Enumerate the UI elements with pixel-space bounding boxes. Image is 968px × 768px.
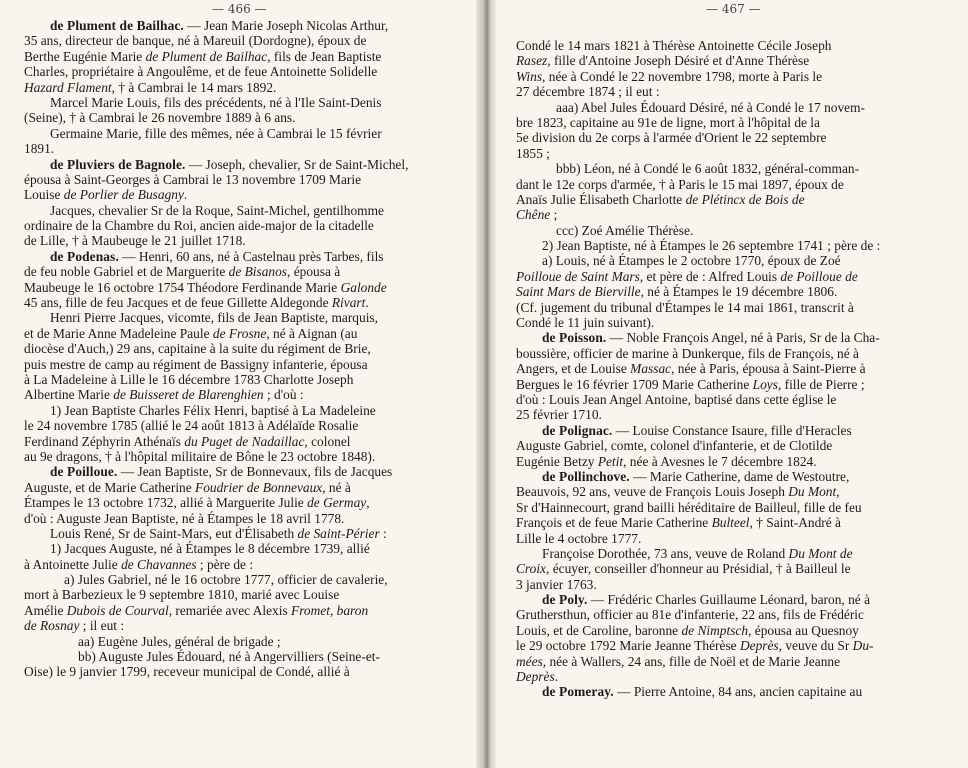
text-run: , née à Condé le 22 novembre 1798, morte à Paris le <box>542 68 823 84</box>
italic-name: de Nimptsch <box>681 622 749 638</box>
book-gutter <box>476 0 496 768</box>
text-line <box>516 515 952 530</box>
text-line <box>24 95 464 110</box>
left-page <box>0 0 476 768</box>
italic-name: Dubois de Courval <box>66 602 169 618</box>
text-run: . <box>183 187 188 203</box>
italic-name: Petit <box>597 453 624 469</box>
italic-name: de Plument de Bailhac <box>145 48 268 64</box>
text-line <box>24 157 464 172</box>
text-run: ; il eut : <box>79 618 125 634</box>
text-line <box>24 634 464 649</box>
italic-name: Hazard Flament <box>24 79 112 95</box>
text-run: Anaïs Julie Élisabeth Charlotte <box>516 191 686 207</box>
text-line <box>516 607 952 622</box>
text-run: bbb) Léon, né à Condé le 6 août 1832, général-comman- <box>556 161 860 177</box>
text-line <box>24 603 464 618</box>
text-line <box>24 233 464 248</box>
text-line <box>24 418 464 433</box>
text-line <box>24 126 464 141</box>
text-run: ; <box>550 207 558 223</box>
text-run: 1891. <box>24 141 55 157</box>
text-run: ccc) Zoé Amélie Thérèse. <box>556 222 694 238</box>
text-line <box>24 464 464 479</box>
text-line <box>24 587 464 602</box>
text-run: , née à Paris, épousa à Saint-Pierre à <box>671 361 866 377</box>
text-line <box>24 541 464 556</box>
text-line <box>516 238 952 253</box>
text-line <box>24 326 464 341</box>
text-run: le 24 novembre 1785 (allié le 24 août 1813 à Adélaïde Rosalie <box>24 418 359 434</box>
text-run: bre 1823, capitaine au 91e de ligne, mort à l'hôpital de la <box>516 114 820 130</box>
italic-name: Bulteel <box>711 515 750 531</box>
text-line <box>24 187 464 202</box>
text-line <box>516 161 952 176</box>
text-run: , <box>836 484 840 500</box>
text-line <box>516 330 952 345</box>
text-line <box>516 69 952 84</box>
text-run: Amélie <box>24 602 67 618</box>
text-run: 25 février 1710. <box>516 407 602 423</box>
text-run: à Antoinette Julie <box>24 556 122 572</box>
text-line <box>516 269 952 284</box>
text-run: — Louise Constance Isaure, fille d'Heracles <box>612 422 852 438</box>
text-line <box>516 346 952 361</box>
text-run: Berthe Eugénie Marie <box>24 48 146 64</box>
text-run: , veuve du Sr <box>778 638 853 654</box>
text-run: — Jean Marie Joseph Nicolas Arthur, <box>183 18 389 33</box>
text-line <box>516 684 952 699</box>
text-run: : <box>379 525 387 541</box>
text-run: , fille d'Antoine Joseph Désiré et d'Anne Thérèse <box>547 53 810 69</box>
text-run: 45 ans, fille de feu Jacques et de feue Gillette Aldegonde <box>24 295 332 311</box>
text-run: , née à Avesnes le 7 décembre 1824. <box>623 453 817 469</box>
text-line <box>24 372 464 387</box>
italic-name: de Rosnay <box>24 618 80 634</box>
text-run: , né à <box>322 479 351 495</box>
text-run: (Cf. jugement du tribunal d'Étampes le 14 mai 1861, transcrit à <box>516 299 854 315</box>
text-run: Auguste Gabriel, comte, colonel d'infanterie, et de Clotilde <box>516 438 833 454</box>
entry-heading: de Poilloue. <box>50 464 118 480</box>
text-line <box>24 203 464 218</box>
right-page-text <box>516 38 952 700</box>
italic-name: de Saint-Périer <box>297 525 380 541</box>
text-run: Françoise Dorothée, 73 ans, veuve de Roland <box>542 545 789 561</box>
italic-name: Chêne <box>516 207 551 223</box>
text-run: , remariée avec Alexis <box>168 602 292 618</box>
text-run: de Lille, † à Maubeuge le 21 juillet 1718. <box>24 233 246 249</box>
text-line <box>24 649 464 664</box>
text-run: dant le 12e corps d'armée, † à Paris le 15 mai 1897, époux de <box>516 176 844 192</box>
text-line <box>516 484 952 499</box>
text-run: 2) Jean Baptiste, né à Étampes le 26 septembre 1741 ; père de : <box>542 238 881 254</box>
text-run: a) Jules Gabriel, né le 16 octobre 1777, officier de cavalerie, <box>64 572 388 588</box>
text-line <box>24 33 464 48</box>
text-line <box>24 280 464 295</box>
text-run: Beauvois, 92 ans, veuve de François Louis Joseph <box>516 484 789 500</box>
text-line <box>24 110 464 125</box>
text-run: — Joseph, chevalier, Sr de Saint-Michel, <box>185 156 409 172</box>
text-run: 27 décembre 1874 ; il eut : <box>516 84 660 100</box>
text-run: d'où : Louis Jean Angel Antoine, baptisé dans cette église le <box>516 391 837 407</box>
text-line <box>24 218 464 233</box>
text-line <box>24 480 464 495</box>
entry-heading: de Pluviers de Bagnole. <box>50 156 186 172</box>
text-line <box>24 264 464 279</box>
text-run: . <box>365 295 369 311</box>
italic-name: Du Mont <box>788 484 837 500</box>
italic-name: Wins <box>516 68 543 84</box>
text-run: , colonel <box>304 433 351 449</box>
italic-name: de Buisseret de Blarenghien <box>113 387 264 403</box>
text-line <box>516 100 952 115</box>
text-line <box>516 623 952 638</box>
text-run: mort à Barbezieux le 9 septembre 1810, marié avec Louise <box>24 587 340 603</box>
italic-name: mées <box>516 653 543 669</box>
italic-name: Du- <box>852 638 874 654</box>
text-line <box>24 403 464 418</box>
text-line <box>516 423 952 438</box>
text-run: épousa à Saint-Georges à Cambrai le 13 novembre 1709 Marie <box>24 171 362 187</box>
text-run: à La Madeleine à Lille le 16 décembre 1783 Charlotte Joseph <box>24 371 354 387</box>
italic-name: Deprès <box>516 669 555 685</box>
italic-name: du Puget de Nadaillac <box>184 433 305 449</box>
text-line <box>516 469 952 484</box>
text-line <box>24 341 464 356</box>
text-run: 1855 ; <box>516 145 550 161</box>
text-run: a) Louis, né à Étampes le 2 octobre 1770, époux de Zoé <box>542 253 841 269</box>
text-run: Sr d'Hainnecourt, grand bailli héréditaire de Bailleul, fille de feu <box>516 499 862 515</box>
text-line <box>516 500 952 515</box>
text-run: 1) Jean Baptiste Charles Félix Henri, baptisé à La Madeleine <box>50 402 376 418</box>
text-line <box>24 526 464 541</box>
text-run: Oise) le 9 janvier 1799, receveur municipal de Condé, allié à <box>24 664 350 680</box>
text-line <box>516 284 952 299</box>
italic-name: de Poilloue de <box>780 268 858 284</box>
text-line <box>516 84 952 99</box>
text-line <box>516 546 952 561</box>
text-line <box>516 454 952 469</box>
text-run: Auguste, et de Marie Catherine <box>24 479 196 495</box>
right-page <box>496 0 968 768</box>
entry-heading: de Podenas. <box>50 248 119 264</box>
left-page-text <box>24 18 464 680</box>
text-run: Bergues le 16 février 1709 Marie Catherine <box>516 376 753 392</box>
text-line <box>516 207 952 222</box>
text-run: Albertine Marie <box>24 387 114 403</box>
text-run: — Henri, 60 ans, né à Castelnau près Tarbes, fils <box>118 248 384 264</box>
text-line <box>516 130 952 145</box>
text-run: boussière, officier de marine à Dunkerque, fils de François, né à <box>516 345 859 361</box>
text-line <box>24 434 464 449</box>
text-run: ; d'où : <box>263 387 304 403</box>
text-run: puis mestre de camp au régiment de Bassigny infanterie, épousa <box>24 356 368 372</box>
text-run: d'où : Auguste Jean Baptiste, né à Étampes le 18 avril 1778. <box>24 510 345 526</box>
text-line <box>24 141 464 156</box>
text-run: , né à Étampes le 19 décembre 1806. <box>640 284 838 300</box>
text-line <box>516 531 952 546</box>
text-line <box>24 557 464 572</box>
entry-heading: de Polignac. <box>542 422 613 438</box>
text-run: diocèse d'Auch,) 29 ans, capitaine à la suite du régiment de Brie, <box>24 341 371 357</box>
text-line <box>516 407 952 422</box>
text-line <box>24 572 464 587</box>
text-run: — Marie Catherine, dame de Westoutre, <box>629 468 850 484</box>
text-run: au 9e dragons, † à l'hôpital militaire de Bône le 23 octobre 1848). <box>24 448 376 464</box>
text-line <box>24 310 464 325</box>
text-run: , fille de Pierre ; <box>777 376 865 392</box>
text-line <box>516 253 952 268</box>
text-run: Étampes le 13 octobre 1732, allié à Marguerite Julie <box>24 495 308 511</box>
text-line <box>24 495 464 510</box>
text-run: , † Saint-André à <box>749 515 841 531</box>
text-line <box>516 146 952 161</box>
text-run: Lille le 4 octobre 1777. <box>516 530 642 546</box>
entry-heading: de Pollinchove. <box>542 468 630 484</box>
text-run: Condé le 14 mars 1821 à Thérèse Antoinette Cécile Joseph <box>516 38 832 53</box>
text-line <box>516 361 952 376</box>
left-page-number: — 466 — <box>212 2 267 16</box>
text-run: Louis René, Sr de Saint-Mars, eut d'Élisabeth <box>50 525 298 541</box>
text-line <box>516 392 952 407</box>
italic-name: Massac <box>630 361 672 377</box>
text-run: Gruthersthun, officier au 81e d'infanterie, 22 ans, fils de Frédéric <box>516 607 864 623</box>
text-line <box>516 315 952 330</box>
italic-name: de Plétincx de Bois de <box>685 191 805 207</box>
text-run: Jacques, chevalier Sr de la Roque, Saint-Michel, gentilhomme <box>50 202 384 218</box>
text-line <box>24 64 464 79</box>
text-run: Eugénie Betzy <box>516 453 598 469</box>
italic-name: Du Mont de <box>788 545 853 561</box>
text-run: 5e division du 2e corps à l'armée d'Orient le 22 septembre <box>516 130 827 146</box>
text-run: et de Marie Anne Madeleine Paule <box>24 325 213 341</box>
text-run: , <box>366 495 370 511</box>
text-line <box>24 387 464 402</box>
text-line <box>516 300 952 315</box>
italic-name: Rivart <box>331 295 366 311</box>
text-line <box>516 223 952 238</box>
text-run: — Noble François Angel, né à Paris, Sr de la Cha- <box>606 330 880 346</box>
italic-name: Croix <box>516 561 547 577</box>
text-run: , et père de : Alfred Louis <box>639 268 781 284</box>
entry-heading: de Poly. <box>542 592 588 608</box>
text-run: (Seine), † à Cambrai le 26 novembre 1889 à 6 ans. <box>24 110 296 126</box>
text-line <box>516 192 952 207</box>
text-line <box>24 80 464 95</box>
text-line <box>516 592 952 607</box>
text-run: ; père de : <box>196 556 254 572</box>
text-run: 35 ans, directeur de banque, né à Mareuil (Dordogne), époux de <box>24 33 367 49</box>
text-run: aa) Eugène Jules, général de brigade ; <box>78 633 281 649</box>
text-line <box>516 577 952 592</box>
italic-name: baron <box>336 602 369 618</box>
italic-name: Deprès <box>739 638 779 654</box>
right-page-number: — 467 — <box>706 2 761 16</box>
text-line <box>516 638 952 653</box>
entry-heading: de Poisson. <box>542 330 607 346</box>
text-run: Marcel Marie Louis, fils des précédents, né à l'Ile Saint-Denis <box>50 94 382 110</box>
text-line <box>24 18 464 33</box>
italic-name: de Porlier de Busagny <box>63 187 184 203</box>
text-line <box>516 654 952 669</box>
entry-heading: de Plument de Bailhac. <box>50 18 184 33</box>
text-run: 3 janvier 1763. <box>516 576 597 592</box>
text-run: de feu noble Gabriel et de Marguerite <box>24 264 229 280</box>
text-line <box>24 511 464 526</box>
text-run: le 29 octobre 1792 Marie Jeanne Thérèse <box>516 638 740 654</box>
text-run: , † à Cambrai le 14 mars 1892. <box>111 79 277 95</box>
text-line <box>24 664 464 679</box>
text-line <box>24 357 464 372</box>
text-line <box>516 669 952 684</box>
text-run: — Jean Baptiste, Sr de Bonnevaux, fils de Jacques <box>117 464 393 480</box>
text-run: — Pierre Antoine, 84 ans, ancien capitaine au <box>613 684 863 700</box>
text-run: Charles, propriétaire à Angoulême, et de feue Antoinette Solidelle <box>24 64 378 80</box>
text-run: — Frédéric Charles Guillaume Léonard, baron, né à <box>587 592 871 608</box>
text-run: Ferdinand Zéphyrin Athénaïs <box>24 433 185 449</box>
text-run: Germaine Marie, fille des mêmes, née à Cambrai le 15 février <box>50 125 382 141</box>
italic-name: Poilloue de Saint Mars <box>516 268 640 284</box>
italic-name: de Frosne <box>212 325 267 341</box>
text-line <box>516 115 952 130</box>
text-run: , épousa au Quesnoy <box>748 622 859 638</box>
italic-name: Saint Mars de Bierville <box>516 284 641 300</box>
text-run: François et de feue Marie Catherine <box>516 515 712 531</box>
text-line <box>24 449 464 464</box>
italic-name: de Chavannes <box>121 556 197 572</box>
text-run: Louise <box>24 187 64 203</box>
text-run: , née à Wallers, 24 ans, fille de Noël et de Marie Jeanne <box>542 653 841 669</box>
text-line <box>516 561 952 576</box>
text-line <box>24 295 464 310</box>
text-run: . <box>554 669 559 685</box>
text-run: bb) Auguste Jules Édouard, né à Angervilliers (Seine-et- <box>78 649 380 665</box>
text-line <box>24 49 464 64</box>
text-run: Louis, et de Caroline, baronne <box>516 622 682 638</box>
text-run: , <box>329 602 337 618</box>
italic-name: Fromet <box>291 602 330 618</box>
text-run: Angers, et de Louise <box>516 361 631 377</box>
text-line <box>516 177 952 192</box>
text-line <box>24 249 464 264</box>
text-run: Maubeuge le 16 octobre 1754 Théodore Ferdinande Marie <box>24 279 341 295</box>
text-line <box>516 438 952 453</box>
entry-heading: de Pomeray. <box>542 684 614 700</box>
text-line <box>24 618 464 633</box>
text-line <box>24 172 464 187</box>
italic-name: Rasez <box>516 53 548 69</box>
text-run: aaa) Abel Jules Édouard Désiré, né à Condé le 17 novem- <box>556 99 865 115</box>
text-run: , écuyer, conseiller d'honneur au Présidial, † à Bailleul le <box>546 561 851 577</box>
text-run: , né à Aignan (au <box>266 325 358 341</box>
text-line <box>516 53 952 68</box>
italic-name: Loys <box>752 376 778 392</box>
text-line <box>516 38 952 53</box>
text-run: ordinaire de la Chambre du Roi, ancien aide-major de la citadelle <box>24 218 374 234</box>
text-run: 1) Jacques Auguste, né à Étampes le 8 décembre 1739, allié <box>50 541 370 557</box>
italic-name: Foudrier de Bonnevaux <box>195 479 323 495</box>
text-line <box>516 377 952 392</box>
text-run: Condé le 11 juin suivant). <box>516 315 655 331</box>
italic-name: de Germay <box>307 495 367 511</box>
text-run: , fils de Jean Baptiste <box>267 48 382 64</box>
text-run: , épousa à <box>287 264 341 280</box>
italic-name: Galonde <box>340 279 387 295</box>
italic-name: de Bisanos <box>228 264 288 280</box>
text-run: Henri Pierre Jacques, vicomte, fils de Jean Baptiste, marquis, <box>50 310 378 326</box>
